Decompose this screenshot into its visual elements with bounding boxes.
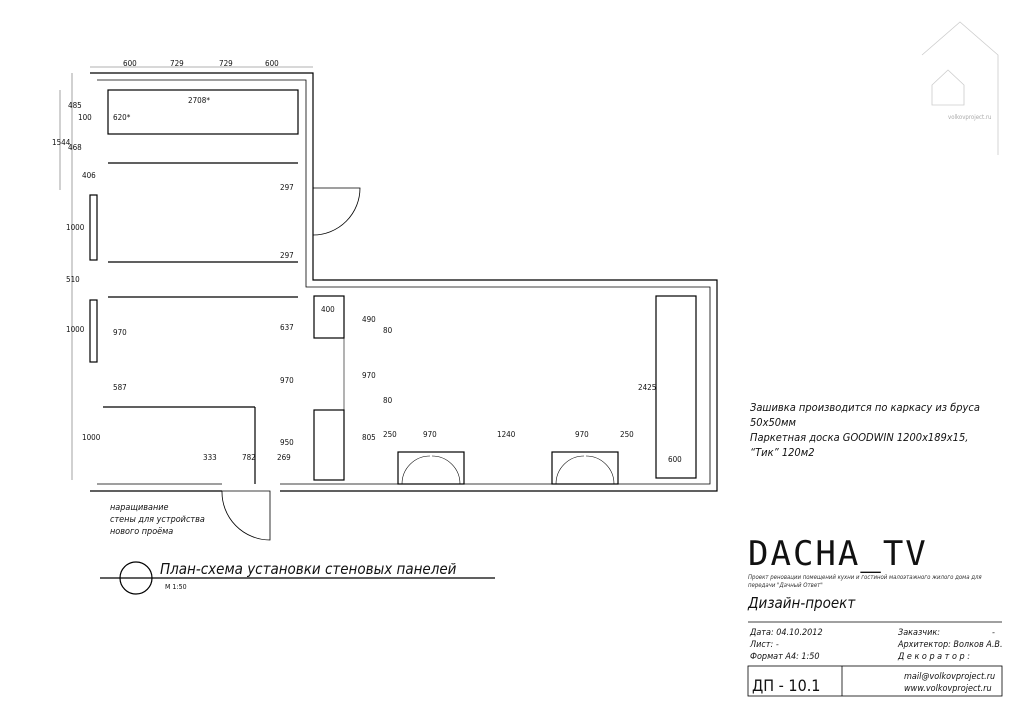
dim-mid: 970	[280, 376, 294, 385]
dim-inner-width: 2708*	[188, 96, 210, 105]
panel-note	[750, 400, 1010, 460]
dim-top: 600	[265, 59, 279, 68]
ext-note-line: наращивание	[110, 503, 169, 513]
dim-right: 805	[362, 433, 376, 442]
outer-wall	[90, 73, 717, 491]
sheet-code: ДП - 10.1	[752, 676, 821, 695]
dim-left: 1000	[66, 223, 85, 232]
project-kind: Дизайн-проект	[748, 594, 856, 612]
dim-right: 80	[383, 396, 393, 405]
dim-right: 600	[668, 455, 682, 464]
dim-right: 250	[620, 430, 634, 439]
note-line: 50х50мм	[750, 416, 796, 429]
watermark-text: volkovproject.ru	[948, 114, 992, 121]
dim-mid: 297	[280, 183, 294, 192]
dim-left: 100	[78, 113, 92, 122]
sheet-label: Лист: -	[750, 640, 779, 650]
dim-left: 510	[66, 275, 80, 284]
customer-label: Заказчик:	[898, 628, 940, 638]
dim-bottom: 269	[277, 453, 291, 462]
brand-logo: DACHA_TV	[748, 534, 928, 574]
dim-left: 1000	[66, 325, 85, 334]
dim-right: 400	[321, 305, 335, 314]
dim-right: 490	[362, 315, 376, 324]
dim-right: 970	[362, 371, 376, 380]
dim-bottom: 333	[203, 453, 217, 462]
wall-extension-note	[110, 502, 230, 538]
dim-top: 729	[170, 59, 184, 68]
ext-note-line: стены для устройства	[110, 515, 205, 525]
note-line: Зашивка производится по каркасу из бруса	[750, 401, 980, 414]
dim-top: 600	[123, 59, 137, 68]
customer-value: -	[992, 628, 995, 638]
date-label: Дата: 04.10.2012	[750, 628, 823, 638]
dim-left: 485	[68, 101, 82, 110]
dim-right: 250	[383, 430, 397, 439]
project-subtitle: Проект реновации помещений кухни и гостиной малоэтажного жилого дома для передачи "Дачный Ответ"	[748, 574, 982, 589]
dim-left: 468	[68, 143, 82, 152]
note-line: Паркетная доска GOODWIN 1200х189х15,	[750, 431, 969, 444]
dim-left-inner: 620*	[113, 113, 131, 122]
dim-mid: 637	[280, 323, 294, 332]
dim-right: 1240	[497, 430, 516, 439]
dim-mid: 950	[280, 438, 294, 447]
dim-mid: 297	[280, 251, 294, 260]
dim-left: 1544	[52, 138, 71, 147]
dim-left: 1000	[82, 433, 101, 442]
contact-site: www.volkovproject.ru	[904, 684, 992, 694]
inner-wall-line	[97, 80, 710, 484]
contact-email: mail@volkovproject.ru	[904, 672, 996, 682]
dim-left-inner: 587	[113, 383, 127, 392]
dim-right: 2425	[638, 383, 657, 392]
format-label: Формат А4: 1:50	[750, 652, 820, 662]
note-line: “Тик” 120м2	[750, 446, 815, 459]
plan-scale: М 1:50	[165, 583, 187, 591]
dim-left-inner: 970	[113, 328, 127, 337]
dim-right: 970	[575, 430, 589, 439]
dim-left: 406	[82, 171, 96, 180]
decorator-label: Д е к о р а т о р :	[898, 652, 970, 662]
architect-label: Архитектор: Волков А.В.	[898, 640, 1003, 650]
dim-right: 970	[423, 430, 437, 439]
dim-right: 80	[383, 326, 393, 335]
ext-note-line: нового проёма	[110, 527, 174, 537]
dim-top: 729	[219, 59, 233, 68]
plan-title: План-схема установки стеновых панелей	[160, 560, 457, 578]
dim-bottom: 782	[242, 453, 256, 462]
